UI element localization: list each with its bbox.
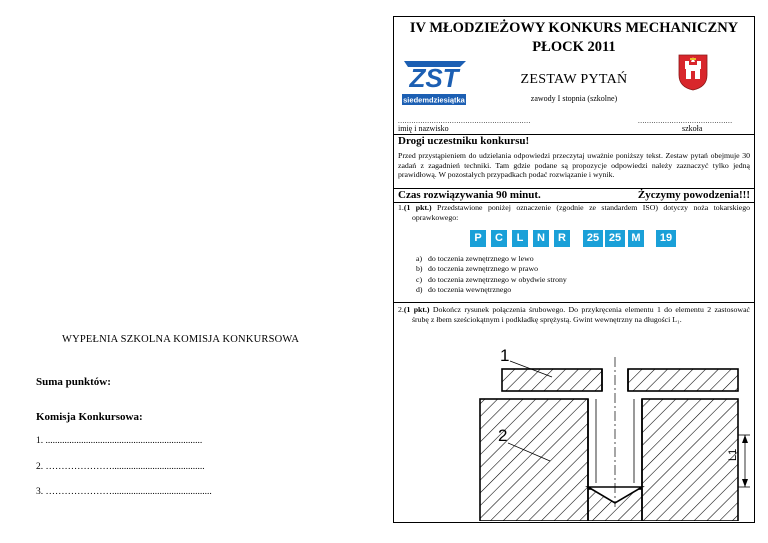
iso-code-letter: L [512, 230, 528, 247]
signature-line-1: 1. .................................................................. [36, 436, 203, 446]
intro-text: Przed przystąpieniem do udzielania odpowiedzi przeczytaj uważnie poniższy tekst. Zestaw pytań obejmuje 30 zadań z zagadnień techniki. Tam gdzie podane są propozycje odpowiedzi należy zaznaczyć tylko jedną prawidłową. W pozostałych przypadkach podać rozwiązanie i wynik. [398, 151, 750, 179]
signature-line-2: 2. …………………....................................... [36, 462, 205, 472]
name-field: ........................................................... [398, 117, 531, 125]
dimension-label: L1 [727, 448, 739, 461]
school-field: .......................................... [638, 117, 733, 125]
answer-option[interactable]: c) do toczenia zewnętrznego w obydwie strony [416, 274, 567, 284]
iso-code-letter: N [533, 230, 549, 247]
header [394, 17, 754, 55]
question-2-number: 2. [398, 305, 404, 314]
iso-code-number: 19 [656, 230, 676, 247]
question-2-text: 2.(1 pkt.) Dokończ rysunek połączenia śrubowego. Do przykręcenia elementu 1 do elementu 2 zastosować śrubę z łbem sześciokątnym i podkładkę sprężystą. Gwint wewnętrzny na długości L₁. [398, 305, 750, 324]
answer-option[interactable]: d) do toczenia wewnętrznego [416, 284, 512, 294]
iso-code-letter: M [628, 230, 644, 247]
answer-option[interactable]: b) do toczenia zewnętrznego w prawo [416, 264, 538, 274]
question-1-text: 1.(1 pkt.) Przedstawione poniżej oznaczenie (zgodnie ze standardem ISO) dotyczy noża tokarskiego oprawkowego: [398, 203, 751, 222]
good-luck: Życzymy powodzenia!!! [637, 189, 750, 201]
divider [394, 302, 754, 303]
bolted-joint-drawing [432, 337, 752, 521]
question-set-title: ZESTAW PYTAŃ [520, 72, 628, 87]
question-1-answers [416, 254, 567, 295]
stage-label: zawody I stopnia (szkolne) [530, 94, 618, 103]
intro-heading: Drogi uczestniku konkursu! [398, 135, 530, 147]
left-panel [0, 0, 380, 543]
contest-title-line1: IV MŁODZIEŻOWY KONKURS MECHANICZNY [409, 20, 739, 36]
signature-line-3: 3. ………………….......................................... [36, 487, 212, 497]
iso-code-letter: R [554, 230, 570, 247]
iso-code-number: 25 [583, 230, 603, 247]
question-1-body: Przedstawione poniżej oznaczenie (zgodnie ze standardem ISO) dotyczy noża tokarskiego oprawkowego: [412, 203, 751, 222]
iso-code-number: 25 [605, 230, 625, 247]
sum-points-label: Suma punktów: [36, 376, 111, 388]
answer-option[interactable]: a) do toczenia zewnętrznego w lewo [416, 254, 534, 263]
question-sheet [393, 16, 755, 523]
commission-label: Komisja Konkursowa: [36, 411, 143, 423]
contest-title-line2: PŁOCK 2011 [532, 39, 616, 55]
school-label: szkoła [682, 124, 703, 133]
commission-title: WYPEŁNIA SZKOLNA KOMISJA KONKURSOWA [62, 334, 300, 345]
question-2-body: Dokończ rysunek połączenia śrubowego. Do przykręcenia elementu 1 do elementu 2 zastosować śrubę z łbem sześciokątnym i podkładkę sprężystą. Gwint wewnętrzny na długości L₁. [412, 305, 750, 324]
part-2-label: 2 [498, 426, 508, 445]
part-1-label: 1 [500, 346, 510, 365]
logo-subtext: siedemdziesiątka [403, 95, 465, 105]
question-1-number: 1. [398, 203, 404, 212]
iso-code-letter: C [491, 230, 507, 247]
time-limit: Czas rozwiązywania 90 minut. [398, 189, 541, 201]
name-label: imię i nazwisko [398, 124, 449, 133]
logo-text: ZST [409, 63, 459, 93]
iso-code-letter: P [470, 230, 486, 247]
